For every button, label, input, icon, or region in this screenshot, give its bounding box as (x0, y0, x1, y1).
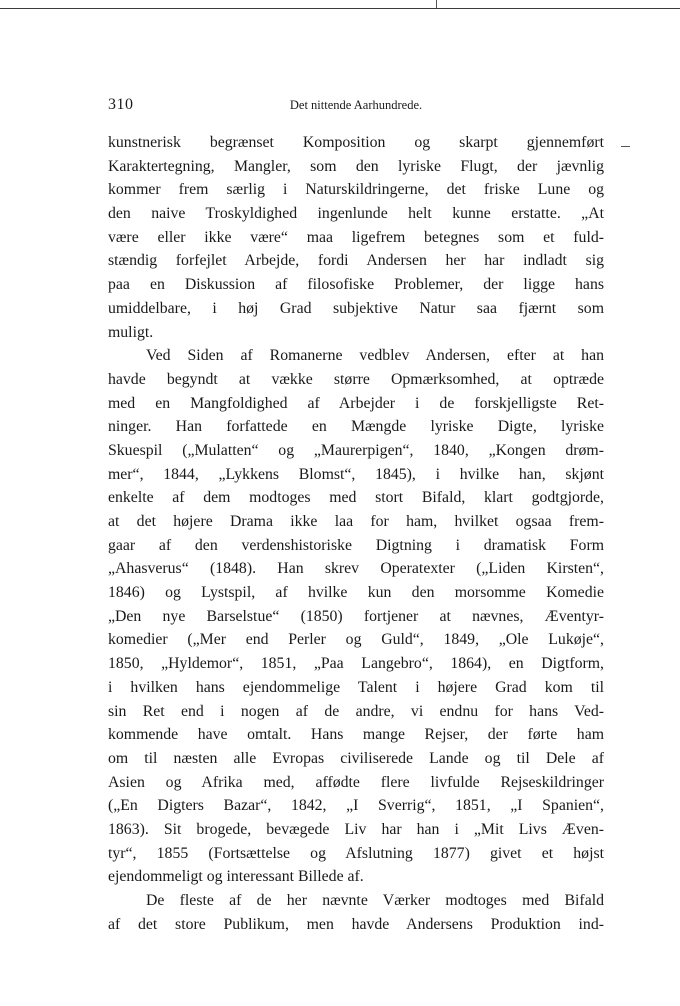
scan-tick-mark (436, 0, 437, 8)
text-line: „Ahasverus“ (1848). Han skrev Operatexter („Liden Kirsten“, (108, 560, 604, 578)
text-line: „Den nye Barselstue“ (1850) fortjener at nævnes, Æventyr- (108, 607, 604, 625)
text-line: Skuespil („Mulatten“ og „Maurerpigen“, 1840, „Kongen drøm- (108, 441, 604, 459)
body-text (108, 131, 604, 936)
paragraph-first-line: Ved Siden af Romanerne vedblev Andersen, efter at han (146, 347, 604, 365)
text-line: havde begyndt at vække større Opmærksomhed, at optræde (108, 370, 604, 388)
text-line: 1846) og Lystspil, af hvilke kun den morsomme Komedie (108, 584, 604, 602)
text-line: umiddelbare, i høj Grad subjektive Natur saa fjærnt som (108, 299, 604, 317)
margin-mark (621, 146, 630, 147)
text-line: sin Ret end i nogen af de andre, vi endnu for hans Ved- (108, 702, 604, 720)
text-line: med en Mangfoldighed af Arbejder i de forskjelligste Ret- (108, 394, 604, 412)
paragraph-first-line: De fleste af de her nævnte Værker modtoges med Bifald (146, 892, 604, 909)
scan-border-line (0, 8, 680, 9)
text-line: Asien og Afrika med, affødte flere livfulde Rejseskildringer (108, 773, 604, 791)
text-line: stændig forfejlet Arbejde, fordi Andersen her har indladt sig (108, 252, 604, 270)
text-line: kommer frem særlig i Naturskildringerne, det friske Lune og (108, 181, 604, 199)
text-line: enkelte af dem modtoges med stort Bifald, klart godtgjorde, (108, 489, 604, 507)
text-line: Karaktertegning, Mangler, som den lyriske Flugt, der jævnlig (108, 157, 604, 175)
text-line: muligt. (108, 323, 154, 341)
text-line: komedier („Mer end Perler og Guld“, 1849, „Ole Lukøje“, (108, 631, 604, 649)
text-line: 1850, „Hyldemor“, 1851, „Paa Langebro“, 1864), en Digtform, (108, 655, 604, 673)
text-line: paa en Diskussion af filosofiske Problemer, der ligge hans (108, 276, 604, 294)
text-line: mer“, 1844, „Lykkens Blomst“, 1845), i hvilke han, skjønt (108, 465, 604, 483)
text-line: ninger. Han forfattede en Mængde lyriske Digte, lyriske (108, 418, 604, 436)
text-line: i hvilken hans ejendommelige Talent i højere Grad kom til (108, 678, 604, 696)
text-line: at det højere Drama ikke laa for ham, hvilket ogsaa frem- (108, 513, 604, 530)
text-line: om til næsten alle Evropas civiliserede Lande og til Dele af (108, 749, 604, 767)
text-line: tyr“, 1855 (Fortsættelse og Afslutning 1877) givet et højst (108, 844, 604, 862)
text-line: være eller ikke være“ maa ligefrem betegnes som et fuld- (108, 228, 604, 246)
text-line: 1863). Sit brogede, bevægede Liv har han i „Mit Livs Æven- (108, 820, 604, 838)
page-number: 310 (108, 96, 134, 113)
text-line: („En Digters Bazar“, 1842, „I Sverrig“, 1851, „I Spanien“, (108, 797, 604, 815)
text-line: den naive Troskyldighed ingenlunde helt kunne erstatte. „At (108, 205, 604, 223)
text-line: ejendommeligt og interessant Billede af. (108, 868, 364, 886)
text-line: gaar af den verdenshistoriske Digtning i dramatisk Form (108, 536, 604, 554)
page-header (108, 96, 604, 118)
text-line: kommende have omtalt. Hans mange Rejser, der førte ham (108, 726, 604, 744)
text-line: kunstnerisk begrænset Komposition og skarpt gjennemført (108, 134, 604, 151)
running-head: Det nittende Aarhundrede. (289, 98, 423, 112)
text-line: af det store Publikum, men havde Andersens Produktion ind- (108, 915, 604, 933)
